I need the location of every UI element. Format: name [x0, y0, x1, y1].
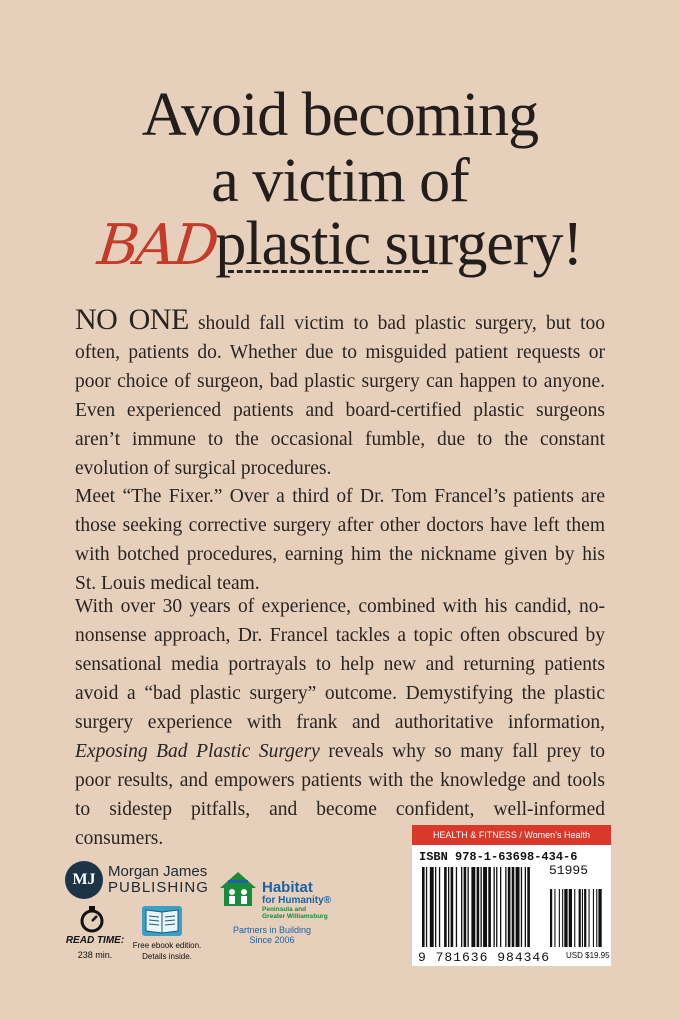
habitat-title-2: for Humanity® [262, 895, 332, 906]
habitat-house-icon [218, 870, 258, 910]
habitat-subtitle [262, 906, 328, 920]
body-paragraph-1 [75, 305, 605, 483]
price-label: USD $19.95 [566, 951, 610, 960]
body-paragraph-3 [75, 592, 605, 853]
publisher-line-2: PUBLISHING [108, 879, 209, 896]
headline-line-1: Avoid becoming [141, 81, 539, 149]
category-label: HEALTH & FITNESS / Women’s Health [412, 825, 611, 845]
habitat-title [262, 880, 331, 907]
isbn-text: ISBN 978-1-63698-434-6 [419, 850, 578, 864]
stopwatch-icon [78, 905, 106, 933]
headline-line-3-text: plastic surgery! [215, 210, 583, 278]
body-paragraph-2: Meet “The Fixer.” Over a third of Dr. Tom Francel’s patients are those seeking corrective surgery after other doctors have left them with botched procedures, earning him the nickname given by his St. Louis medical team. [75, 486, 605, 594]
habitat-sub-2: Greater Williamsburg [262, 913, 328, 920]
habitat-note [222, 925, 322, 945]
ebook-note [128, 940, 206, 962]
habitat-sub-1: Peninsula and [262, 906, 307, 913]
habitat-title-1: Habitat [262, 879, 313, 896]
barcode-box [412, 825, 611, 966]
headline-line-3 [0, 210, 680, 278]
barcode-icon [422, 867, 602, 951]
morgan-james-logo: MJ [65, 861, 103, 899]
habitat-note-2: Since 2006 [249, 935, 295, 945]
ebook-line-2: Details inside. [142, 952, 192, 961]
paragraph-3-text-a: With over 30 years of experience, combined with his candid, no-nonsense approach, Dr. Francel tackles a topic often obscured by sensational media portrayals to help new and returning patients avoid a “bad plastic surgery” outcome. Demystifying the plastic surgery experience with frank and authoritative information, [75, 596, 605, 733]
barcode-digits: 9 781636 984346 [418, 950, 551, 965]
paragraph-3-text-b: reveals why so many fall prey to poor results, and empowers patients with the knowledge and tools to sidestep pitfalls, and become confident, well-informed consumers. [75, 741, 606, 849]
book-title: Exposing Bad Plastic Surgery [75, 741, 320, 762]
lead-phrase: NO ONE [75, 303, 189, 336]
ebook-line-1: Free ebook edition. [132, 941, 202, 950]
read-time-value: 238 min. [77, 950, 113, 960]
habitat-note-1: Partners in Building [232, 925, 312, 935]
publisher-line-1: Morgan James [108, 863, 208, 880]
publisher-name [108, 864, 209, 896]
dashed-divider [228, 270, 428, 273]
headline-line-2: a victim of [211, 147, 469, 215]
price-code: 51995 [549, 863, 589, 878]
ebook-icon [140, 900, 186, 938]
headline-red-word: BAD [94, 213, 219, 278]
read-time-label: READ TIME: [65, 935, 125, 946]
paragraph-1-text: should fall victim to bad plastic surgery, but too often, patients do. Whether due to misguided patient requests or poor choice of surgeon, bad plastic surgery can happen to anyone. Even experienced patients and board-certified plastic surgeons aren’t immune to the occasional fumble, due to the constant evolution of surgical procedures. [75, 313, 605, 479]
